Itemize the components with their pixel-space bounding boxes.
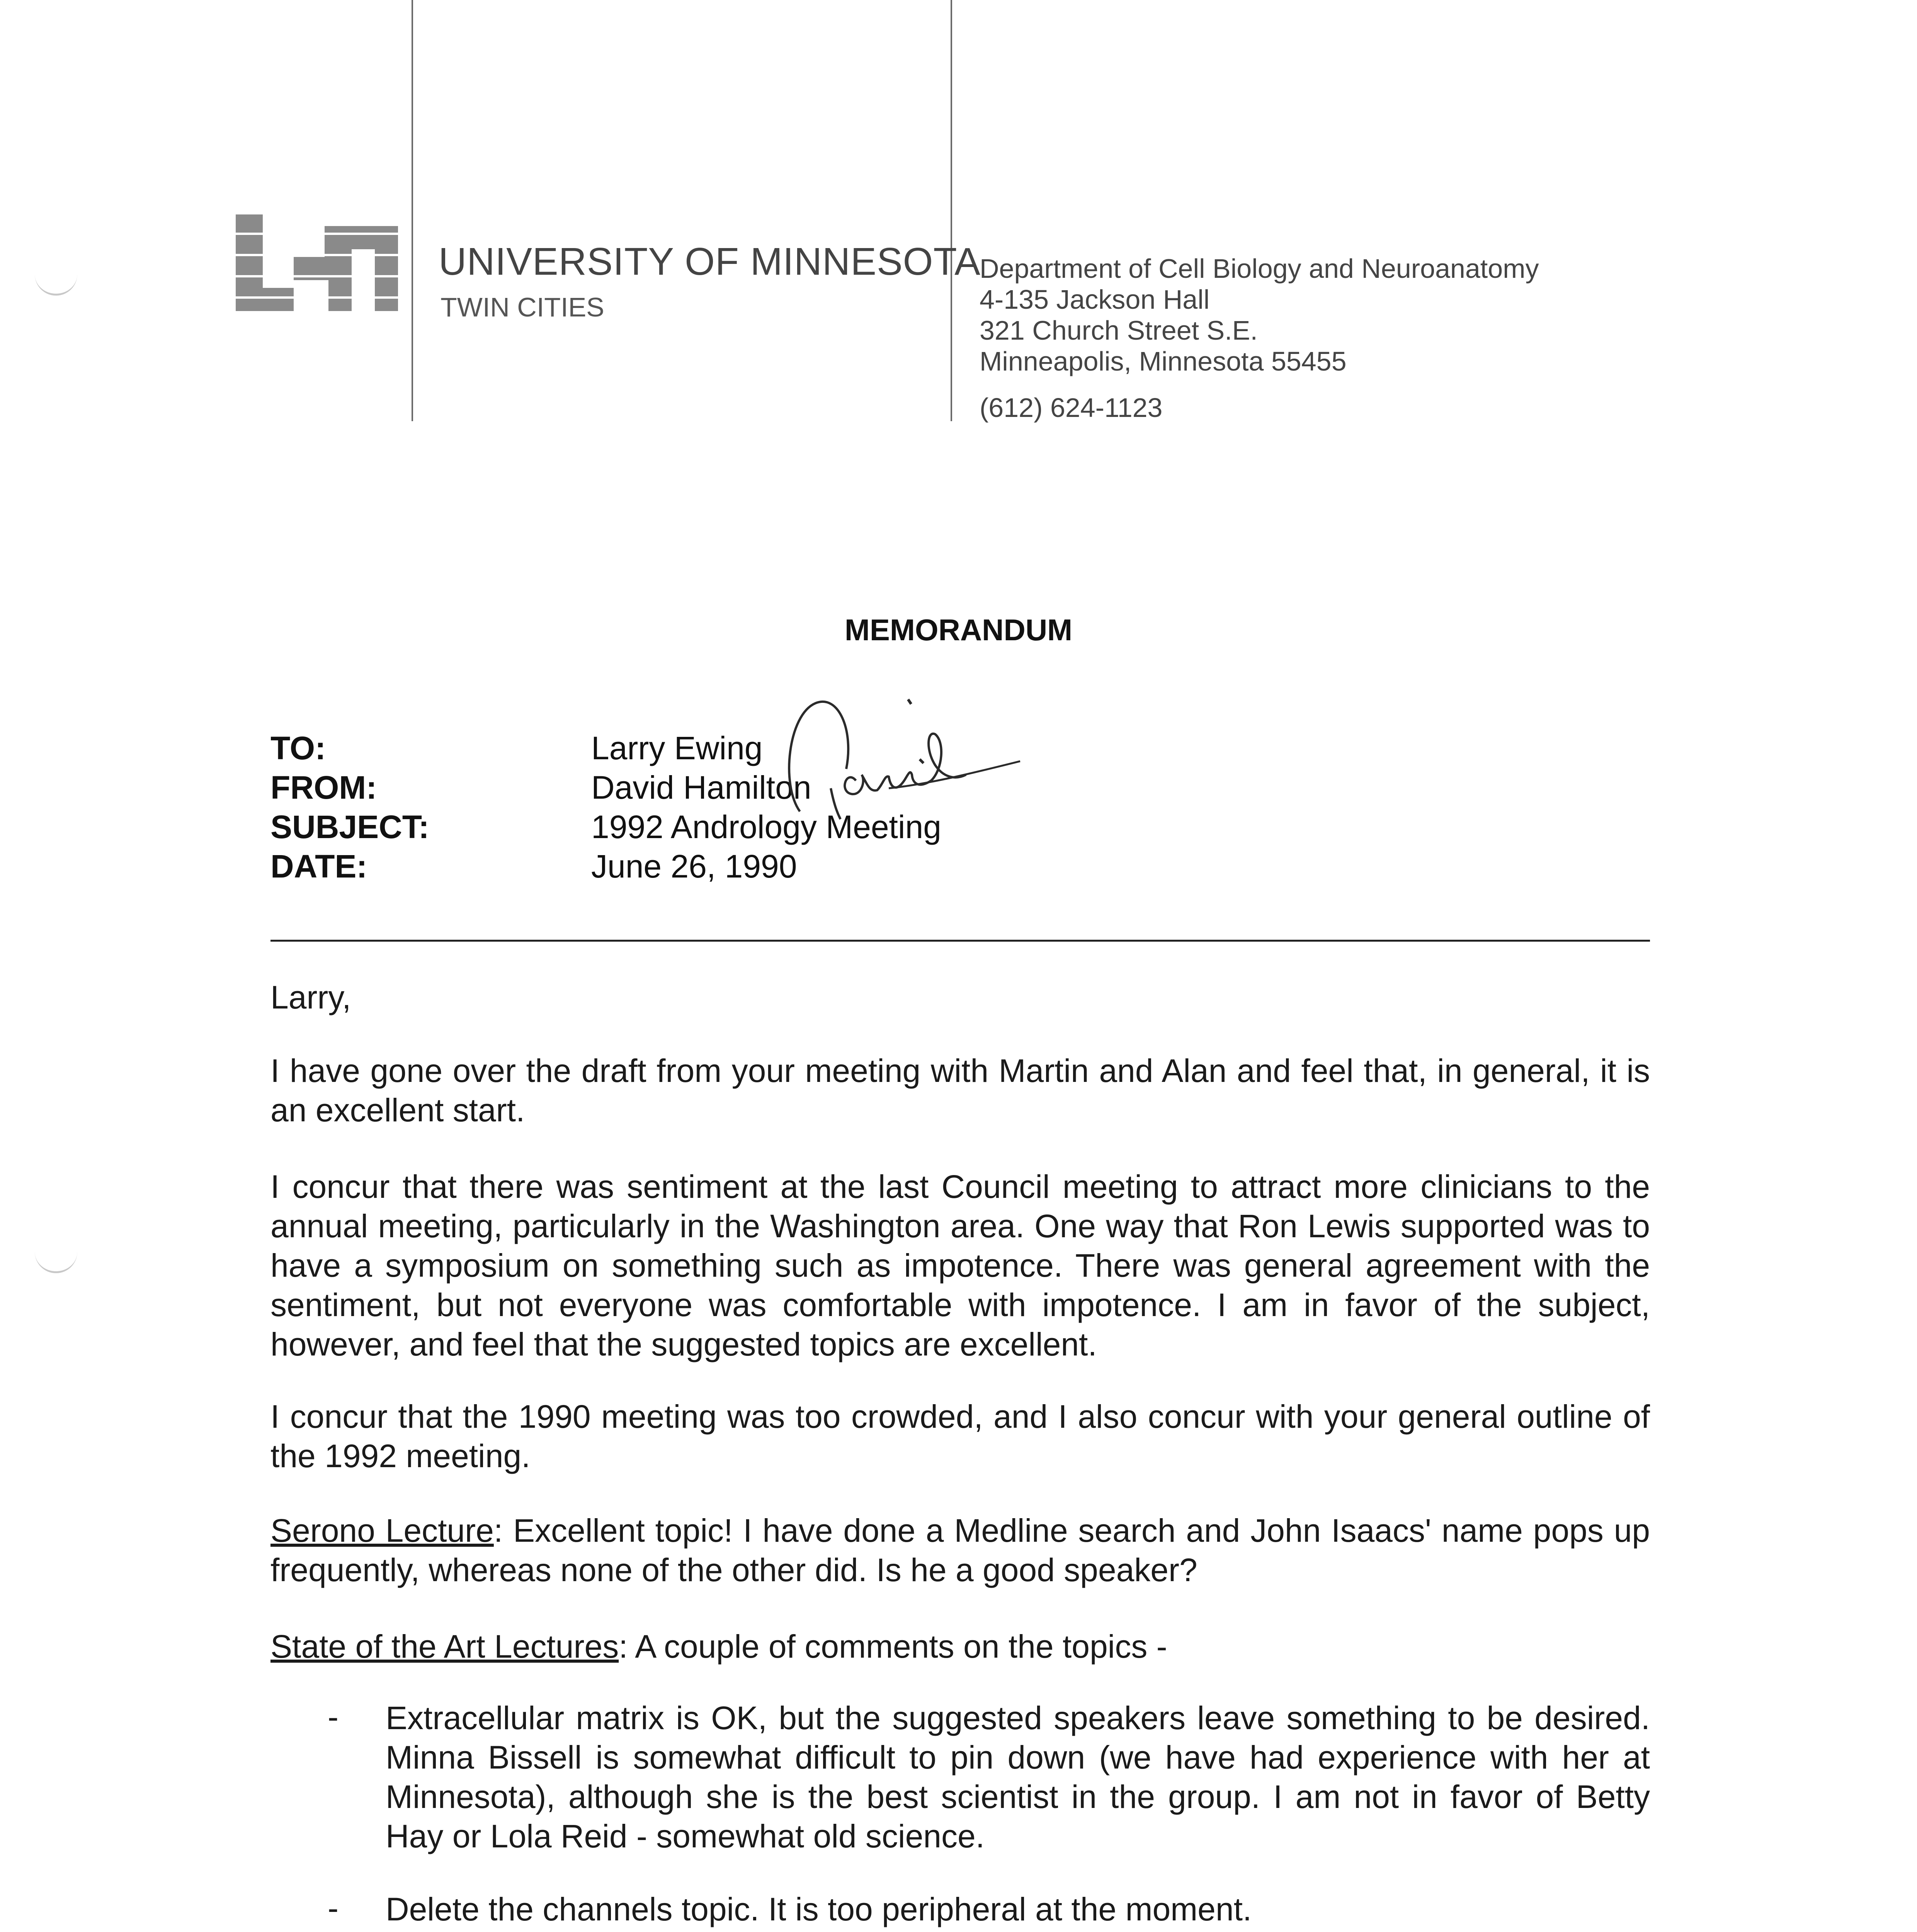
list-item: Extracellular matrix is OK, but the suggested speakers leave something to be desired. Minna Bissell is somewhat difficult to pin down (we have had experience with her at Minnesota), although she is the best scientist in the group. I am not in favor of Betty Hay or Lola Reid - somewhat old science.: [386, 1700, 1650, 1854]
address-line: Minneapolis, Minnesota 55455: [980, 346, 1347, 376]
serono-text: : Excellent topic! I have done a Medline search and John Isaacs' name pops up frequently, whereas none of the other did. Is he a good speaker?: [270, 1512, 1650, 1588]
paragraph-2: I concur that there was sentiment at the last Council meeting to attract more clinicians to the annual meeting, particularly in the Washington area. One way that Ron Lewis supported was to have a symposium on something such as impotence. There was general agreement with the sentiment, but not everyone was comfortable with impotence. I am in favor of the subject, however, and feel that the suggested topics are excellent.: [270, 1168, 1650, 1362]
binder-hole-top: [35, 270, 77, 296]
label-from: FROM:: [270, 769, 377, 806]
department-name: Department of Cell Biology and Neuroanatomy: [980, 253, 1539, 284]
state-of-art-heading: State of the Art Lectures: [270, 1628, 619, 1665]
serono-heading: Serono Lecture: [270, 1512, 494, 1549]
state-of-art-paragraph: [270, 1627, 1650, 1666]
list-item: Delete the channels topic. It is too peripheral at the moment.: [386, 1891, 1252, 1927]
bullet-dash: -: [328, 1890, 338, 1926]
department-phone: (612) 624-1123: [980, 393, 1163, 423]
letterhead-rule-right: [951, 0, 952, 421]
university-name: UNIVERSITY OF MINNESOTA: [439, 240, 981, 283]
state-of-art-text: : A couple of comments on the topics -: [619, 1628, 1167, 1665]
university-logo: [236, 211, 398, 315]
binder-hole-middle: [35, 1248, 77, 1273]
header-divider: [270, 940, 1650, 942]
campus-name: TWIN CITIES: [441, 292, 604, 322]
value-from: David Hamilton: [591, 769, 811, 806]
value-subject: 1992 Andrology Meeting: [591, 809, 941, 845]
label-date: DATE:: [270, 848, 367, 884]
department-address: [980, 253, 1539, 377]
paragraph-1: I have gone over the draft from your meeting with Martin and Alan and feel that, in general, it is an excellent start.: [270, 1053, 1650, 1128]
value-to: Larry Ewing: [591, 730, 763, 766]
bullet-dash: -: [328, 1699, 338, 1735]
label-subject: SUBJECT:: [270, 809, 429, 845]
handwritten-signature: [773, 692, 1043, 846]
serono-paragraph: [270, 1511, 1650, 1590]
label-to: TO:: [270, 730, 326, 766]
address-line: 4-135 Jackson Hall: [980, 284, 1210, 315]
salutation: Larry,: [270, 979, 351, 1015]
address-line: 321 Church Street S.E.: [980, 315, 1258, 345]
memo-title: MEMORANDUM: [844, 613, 1073, 647]
memo-header-labels: [270, 728, 429, 886]
letterhead-rule-left: [412, 0, 413, 421]
value-date: June 26, 1990: [591, 848, 797, 884]
paragraph-3: I concur that the 1990 meeting was too crowded, and I also concur with your general outline of the 1992 meeting.: [270, 1398, 1650, 1474]
